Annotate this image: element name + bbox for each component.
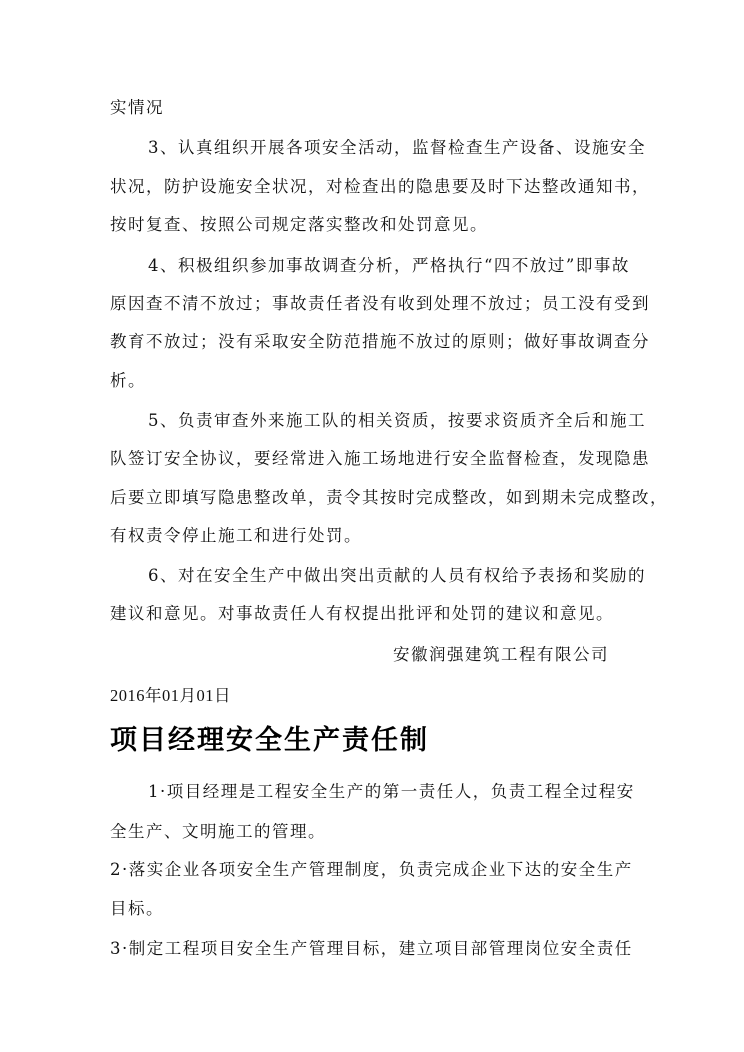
text-line: 5、负责审查外来施工队的相关资质，按要求资质齐全后和施工 [148,411,646,430]
text-line: 实情况 [110,98,164,117]
text-line: 6、对在安全生产中做出突出贡献的人员有权给予表扬和奖励的 [148,566,646,585]
text-line: 后要立即填写隐患整改单，责令其按时完成整改，如到期未完成整改， [110,488,668,507]
text-line: 按时复查、按照公司规定落实整改和处罚意见。 [110,215,488,234]
company-name: 安徽润强建筑工程有限公司 [393,645,609,664]
text-line: 队签订安全协议，要经常进入施工场地进行安全监督检查，发现隐患 [110,449,650,468]
section-title: 项目经理安全生产责任制 [110,725,429,756]
text-line: 原因查不清不放过；事故责任者没有收到处理不放过；员工没有受到 [110,294,650,313]
text-line: 析。 [110,371,146,390]
text-line: 3、认真组织开展各项安全活动，监督检查生产设备、设施安全 [148,138,646,157]
document-date: 2016年01月01日 [110,686,231,705]
text-line: 有权责令停止施工和进行处罚。 [110,526,362,545]
text-line: 教育不放过；没有采取安全防范措施不放过的原则；做好事故调查分 [110,332,650,351]
text-line: 1·项目经理是工程安全生产的第一责任人，负责工程全过程安 [148,782,635,801]
text-line: 3·制定工程项目安全生产管理目标，建立项目部管理岗位安全责任 [110,939,633,958]
text-line: 状况，防护设施安全状况，对检查出的隐患要及时下达整改通知书， [110,177,650,196]
text-line: 目标。 [110,899,164,918]
text-line: 4、积极组织参加事故调查分析，严格执行“四不放过”即事故 [148,256,630,275]
text-line: 2·落实企业各项安全生产管理制度，负责完成企业下达的安全生产 [110,860,633,879]
text-line: 全生产、文明施工的管理。 [110,822,326,841]
text-line: 建议和意见。对事故责任人有权提出批评和处罚的建议和意见。 [110,604,614,623]
